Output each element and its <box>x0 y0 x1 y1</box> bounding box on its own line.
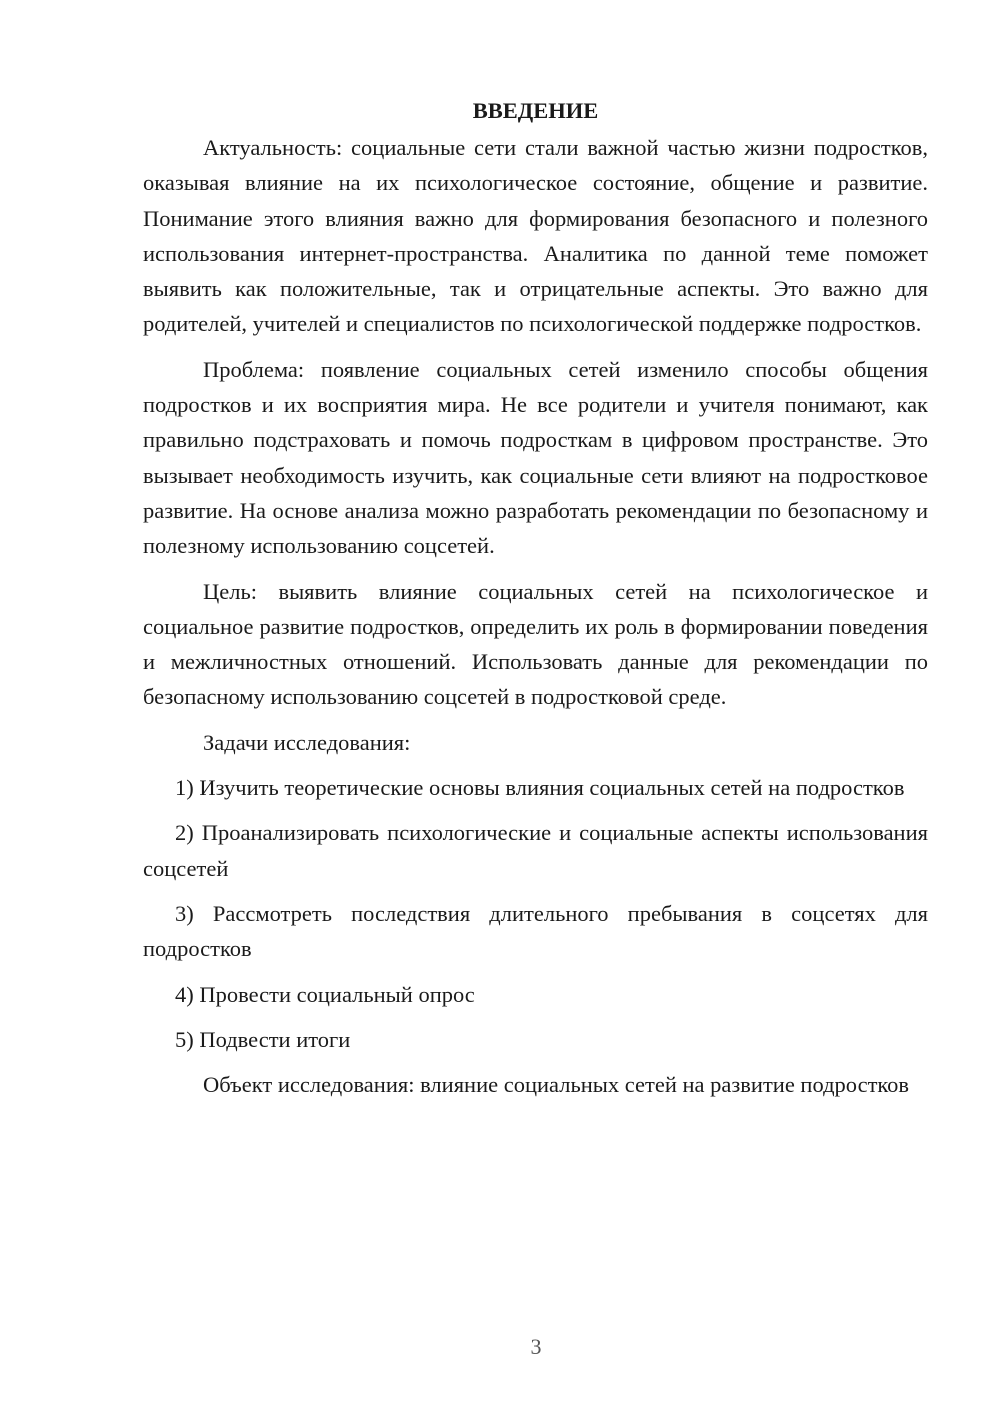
task-item-4: 4) Провести социальный опрос <box>175 981 475 1007</box>
task-item-5: 5) Подвести итоги <box>175 1026 351 1052</box>
paragraph-goal: Цель: выявить влияние социальных сетей на психологическое и социальное развитие подростков, определить их роль в формировании поведения и межличностных отношений. Использовать данные для рекомендации по безопасному использованию соцсетей в подростковой среде. <box>143 578 928 710</box>
page-title: ВВЕДЕНИЕ <box>472 98 599 123</box>
task-item-1: 1) Изучить теоретические основы влияния социальных сетей на подростков <box>175 775 905 801</box>
tasks-heading: Задачи исследования: <box>203 729 411 755</box>
task-item-3: 3) Рассмотреть последствия длительного пребывания в соцсетях для подростков <box>143 900 928 962</box>
paragraph-object: Объект исследования: влияние социальных сетей на развитие подростков <box>203 1072 910 1098</box>
paragraph-relevance: Актуальность: социальные сети стали важной частью жизни подростков, оказывая влияние на их психологическое состояние, общение и развитие. Понимание этого влияния важно для формирования безопасного и полезного использования интернет-пространства. Аналитика по данной теме поможет выявить как положительные, так и отрицательные аспекты. Это важно для родителей, учителей и специалистов по психологической поддержке подростков. <box>143 135 928 337</box>
task-item-2: 2) Проанализировать психологические и социальные аспекты использования соцсетей <box>143 820 928 881</box>
page-number: 3 <box>530 1334 542 1359</box>
page-body <box>143 92 928 1112</box>
paragraph-problem: Проблема: появление социальных сетей изменило способы общения подростков и их восприятия мира. Не все родители и учителя понимают, как правильно подстраховать и помочь подросткам в цифровом пространстве. Это вызывает необходимость изучить, как социальные сети влияют на подростковое развитие. На основе анализа можно разработать рекомендации по безопасному и полезному использованию соцсетей. <box>143 356 928 559</box>
